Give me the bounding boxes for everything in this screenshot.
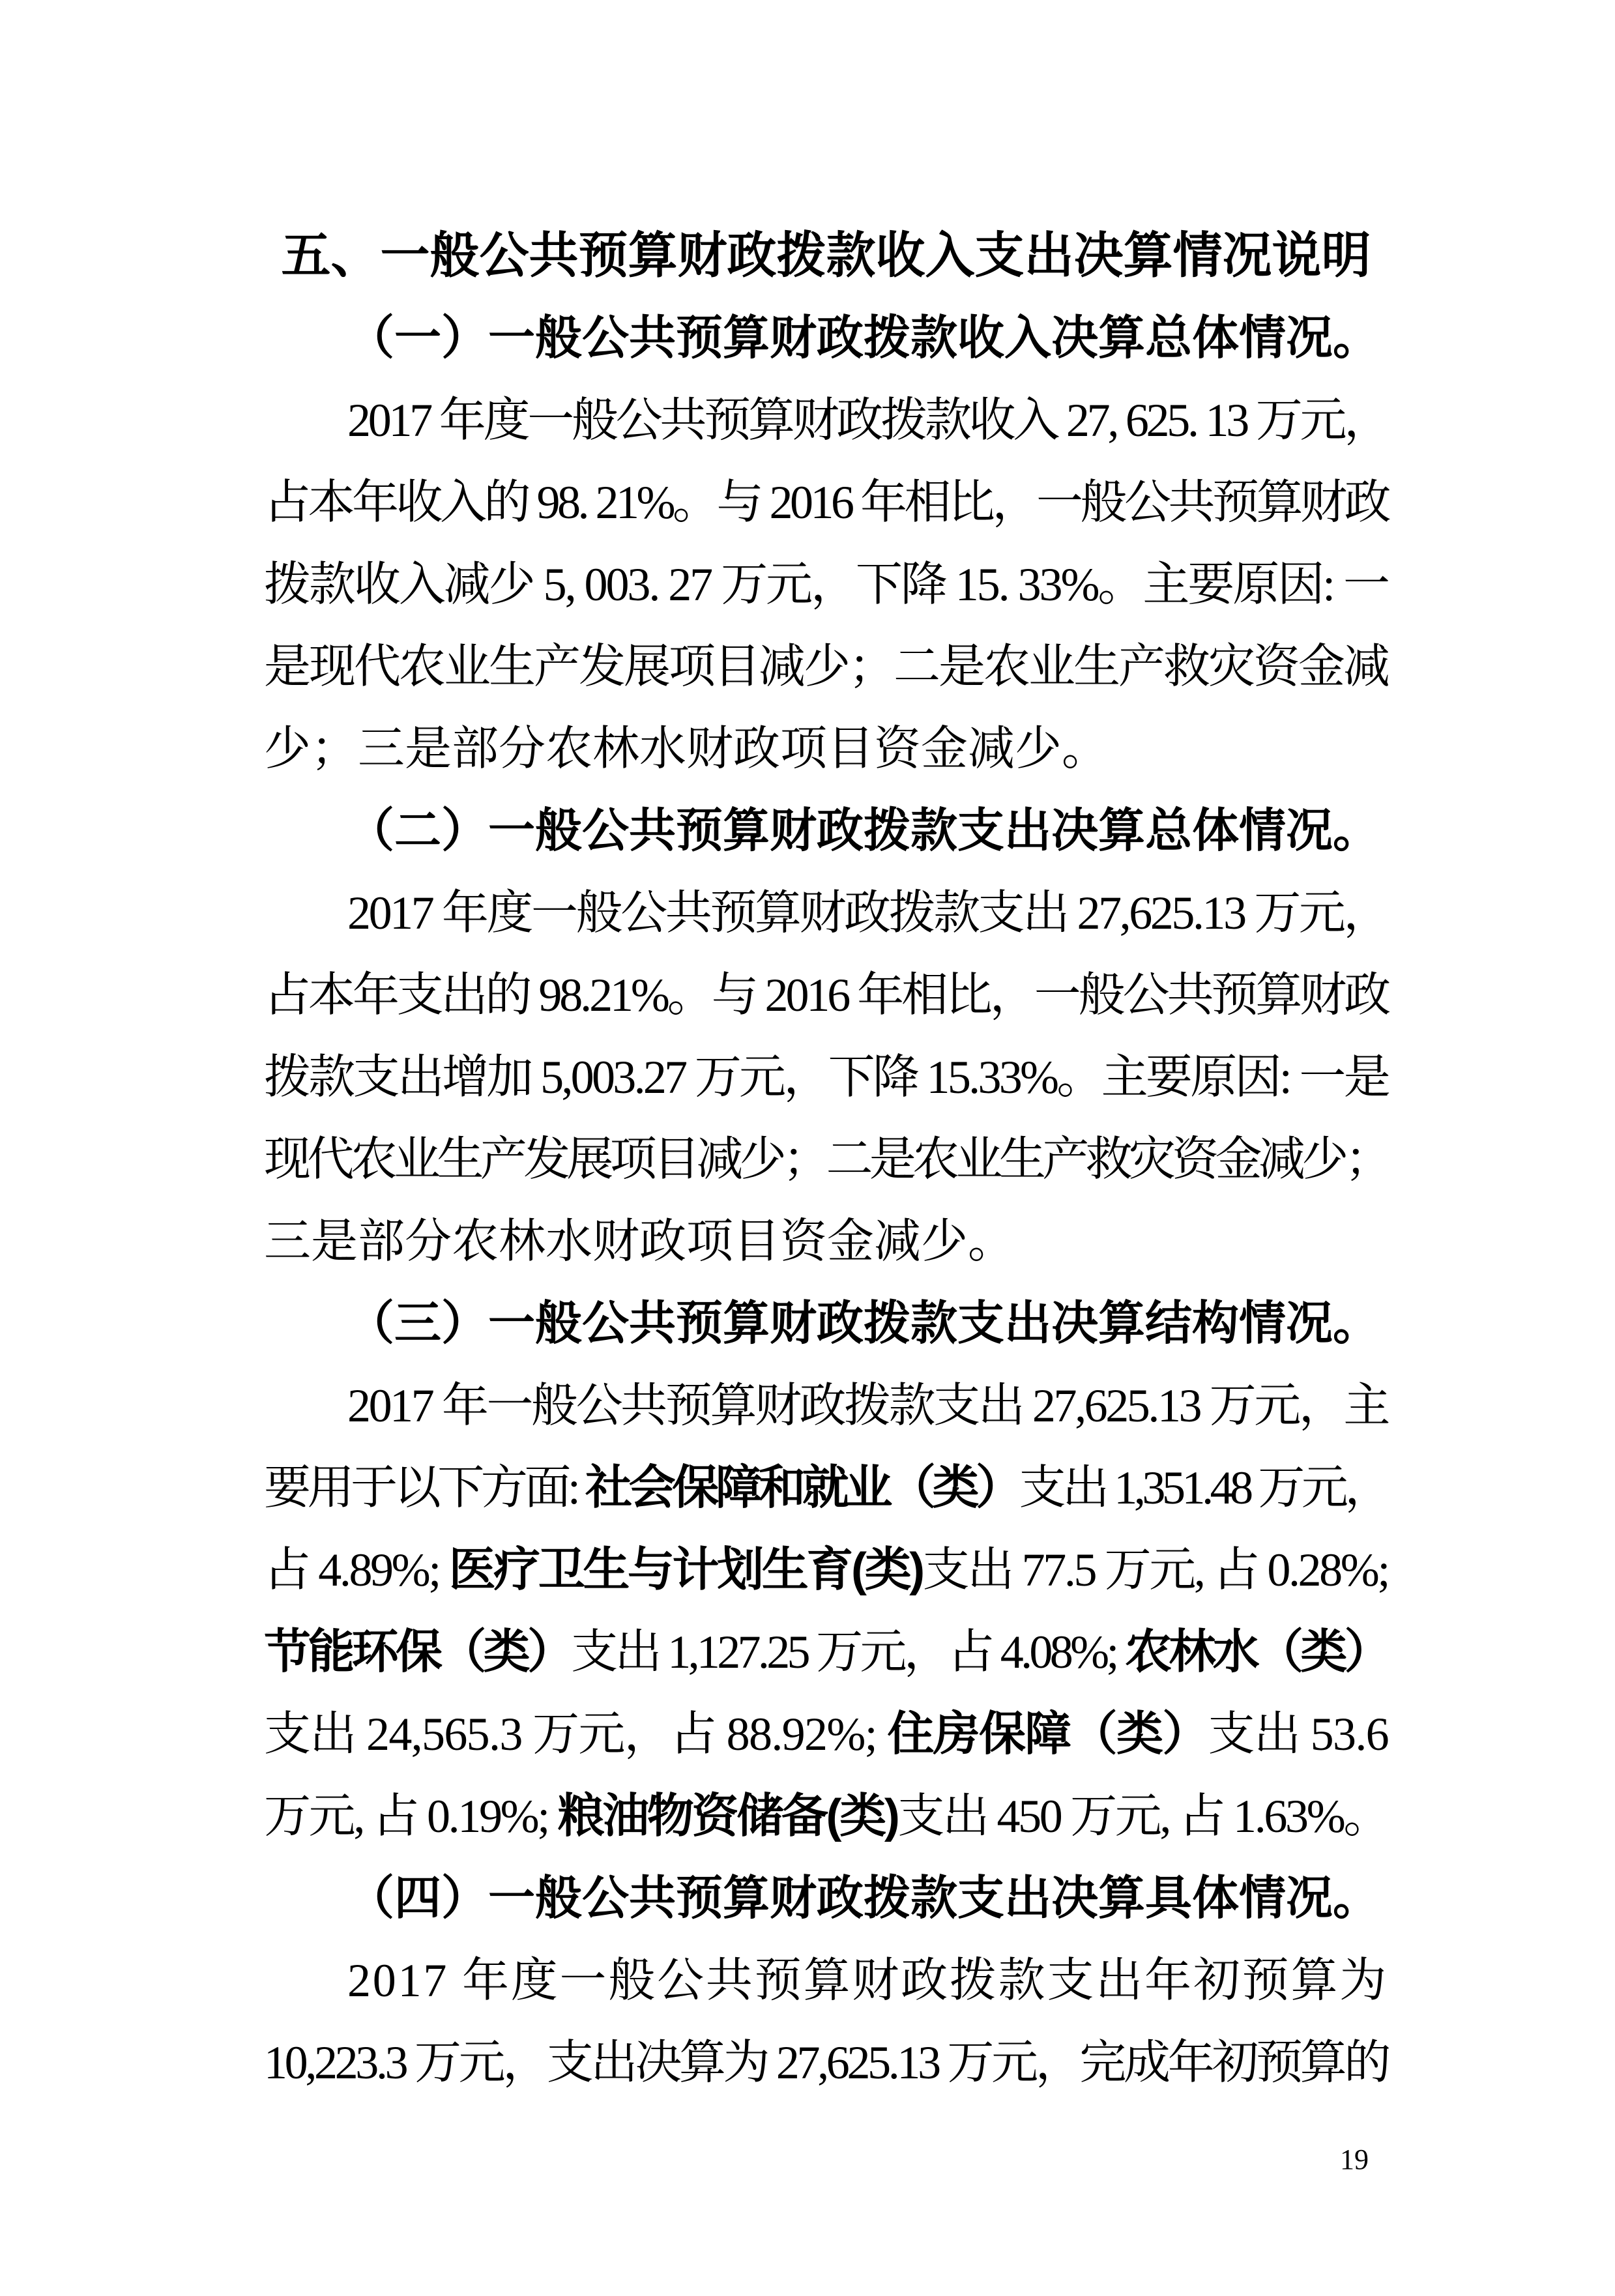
text-run bbox=[347, 1283, 1380, 1365]
page-number: 19 bbox=[1340, 2143, 1369, 2175]
text-segment: 2017 年度一般公共预算财政拨款支出 27,625.13 万元， bbox=[347, 887, 1388, 939]
text-line bbox=[264, 1118, 1388, 1200]
text-line bbox=[264, 1529, 1388, 1611]
text-segment: 支出 53.6 bbox=[1208, 1708, 1388, 1760]
text-run bbox=[264, 1775, 1388, 1857]
text-run bbox=[264, 954, 1388, 1036]
text-run bbox=[264, 1118, 1388, 1200]
bold-text-segment: （二）一般公共预算财政拨款支出决算总体情况。 bbox=[347, 805, 1380, 857]
bold-text-segment: （三）一般公共预算财政拨款支出决算结构情况。 bbox=[347, 1298, 1380, 1350]
text-run bbox=[264, 461, 1388, 544]
text-segment: 支出 1,351.48 万元， bbox=[1019, 1462, 1388, 1514]
text-segment: 是现代农业生产发展项目减少；二是农业生产救灾资金减 bbox=[264, 641, 1388, 693]
text-run bbox=[264, 1611, 1388, 1693]
text-run bbox=[264, 708, 1109, 790]
text-line bbox=[264, 544, 1388, 626]
text-segment: 占本年收入的 98. 21%。与 2016 年相比，一般公共预算财政 bbox=[264, 476, 1388, 529]
text-segment: 拨款支出增加 5,003.27 万元，下降 15.33%。主要原因: 一是 bbox=[264, 1051, 1388, 1103]
text-segment: 万元, 占 0.19%; bbox=[264, 1790, 558, 1842]
section-heading bbox=[264, 790, 1388, 872]
text-segment: 10,223.3 万元，支出决算为 27,625.13 万元，完成年初预算的 bbox=[264, 2037, 1388, 2089]
text-run bbox=[264, 1693, 1388, 1775]
text-run bbox=[264, 1036, 1388, 1118]
text-segment: 占 4.89%; bbox=[264, 1544, 449, 1596]
text-run bbox=[347, 297, 1380, 379]
bold-text-segment: 五、一般公共预算财政拨款收入支出决算情况说明 bbox=[281, 228, 1371, 283]
text-segment: 支出 1,127.25 万元，占 4.08%; bbox=[571, 1626, 1126, 1678]
text-segment: 支出 77.5 万元, 占 0.28%; bbox=[922, 1544, 1388, 1596]
bold-text-segment: 农林水（类） bbox=[1125, 1626, 1388, 1678]
text-run bbox=[264, 2022, 1388, 2104]
text-line bbox=[264, 1200, 1388, 1283]
text-run bbox=[282, 215, 1371, 297]
text-segment: 2017 年度一般公共预算财政拨款收入 27, 625. 13 万元， bbox=[347, 394, 1388, 446]
text-run bbox=[264, 1447, 1388, 1529]
text-line bbox=[264, 1693, 1388, 1775]
text-line bbox=[264, 708, 1388, 790]
section-heading bbox=[264, 1283, 1388, 1365]
text-segment: 支出 450 万元, 占 1.63%。 bbox=[897, 1790, 1388, 1842]
text-segment: 拨款收入减少 5, 003. 27 万元，下降 15. 33%。主要原因: 一 bbox=[264, 559, 1388, 611]
text-segment: 三是部分农林水财政项目资金减少。 bbox=[264, 1215, 1015, 1268]
text-segment: 2017 年度一般公共预算财政拨款支出年初预算为 bbox=[347, 1955, 1388, 2007]
bold-text-segment: 住房保障（类） bbox=[887, 1708, 1208, 1760]
bold-text-segment: 粮油物资储备(类) bbox=[557, 1790, 898, 1842]
text-line bbox=[264, 626, 1388, 708]
text-segment: 现代农业生产发展项目减少；二是农业生产救灾资金减少； bbox=[264, 1133, 1388, 1185]
text-run bbox=[347, 1365, 1388, 1447]
text-segment: 少；三是部分农林水财政项目资金减少。 bbox=[264, 723, 1109, 775]
text-run bbox=[264, 544, 1388, 626]
bold-text-segment: 节能环保（类） bbox=[264, 1626, 572, 1678]
text-run bbox=[347, 1940, 1388, 2022]
document-lines bbox=[264, 215, 1388, 2104]
text-line bbox=[264, 1036, 1388, 1118]
text-run bbox=[347, 872, 1388, 954]
text-run bbox=[264, 1200, 1015, 1283]
section-heading bbox=[264, 1857, 1388, 1940]
bold-text-segment: 医疗卫生与计划生育(类) bbox=[448, 1544, 923, 1596]
text-line bbox=[264, 1775, 1388, 1857]
text-line bbox=[264, 461, 1388, 544]
text-segment: 2017 年一般公共预算财政拨款支出 27,625.13 万元，主 bbox=[347, 1380, 1388, 1432]
text-line bbox=[264, 1365, 1388, 1447]
bold-text-segment: 社会保障和就业（类） bbox=[585, 1462, 1019, 1514]
section-heading bbox=[264, 297, 1388, 379]
text-run bbox=[347, 379, 1388, 461]
text-line bbox=[264, 1447, 1388, 1529]
text-line bbox=[264, 954, 1388, 1036]
text-line bbox=[264, 1611, 1388, 1693]
text-segment: 占本年支出的 98.21%。与 2016 年相比，一般公共预算财政 bbox=[264, 969, 1388, 1021]
text-run bbox=[264, 626, 1388, 708]
bold-text-segment: （一）一般公共预算财政拨款收入决算总体情况。 bbox=[347, 312, 1380, 364]
text-line bbox=[264, 379, 1388, 461]
document-title bbox=[264, 215, 1388, 297]
text-line bbox=[264, 872, 1388, 954]
text-line bbox=[264, 1940, 1388, 2022]
text-line bbox=[264, 2022, 1388, 2104]
text-segment: 支出 24,565.3 万元，占 88.92%; bbox=[264, 1708, 888, 1760]
text-segment: 要用于以下方面: bbox=[264, 1462, 586, 1514]
text-run bbox=[347, 1857, 1380, 1940]
text-run bbox=[264, 1529, 1388, 1611]
bold-text-segment: （四）一般公共预算财政拨款支出决算具体情况。 bbox=[347, 1872, 1380, 1925]
text-run bbox=[347, 790, 1380, 872]
